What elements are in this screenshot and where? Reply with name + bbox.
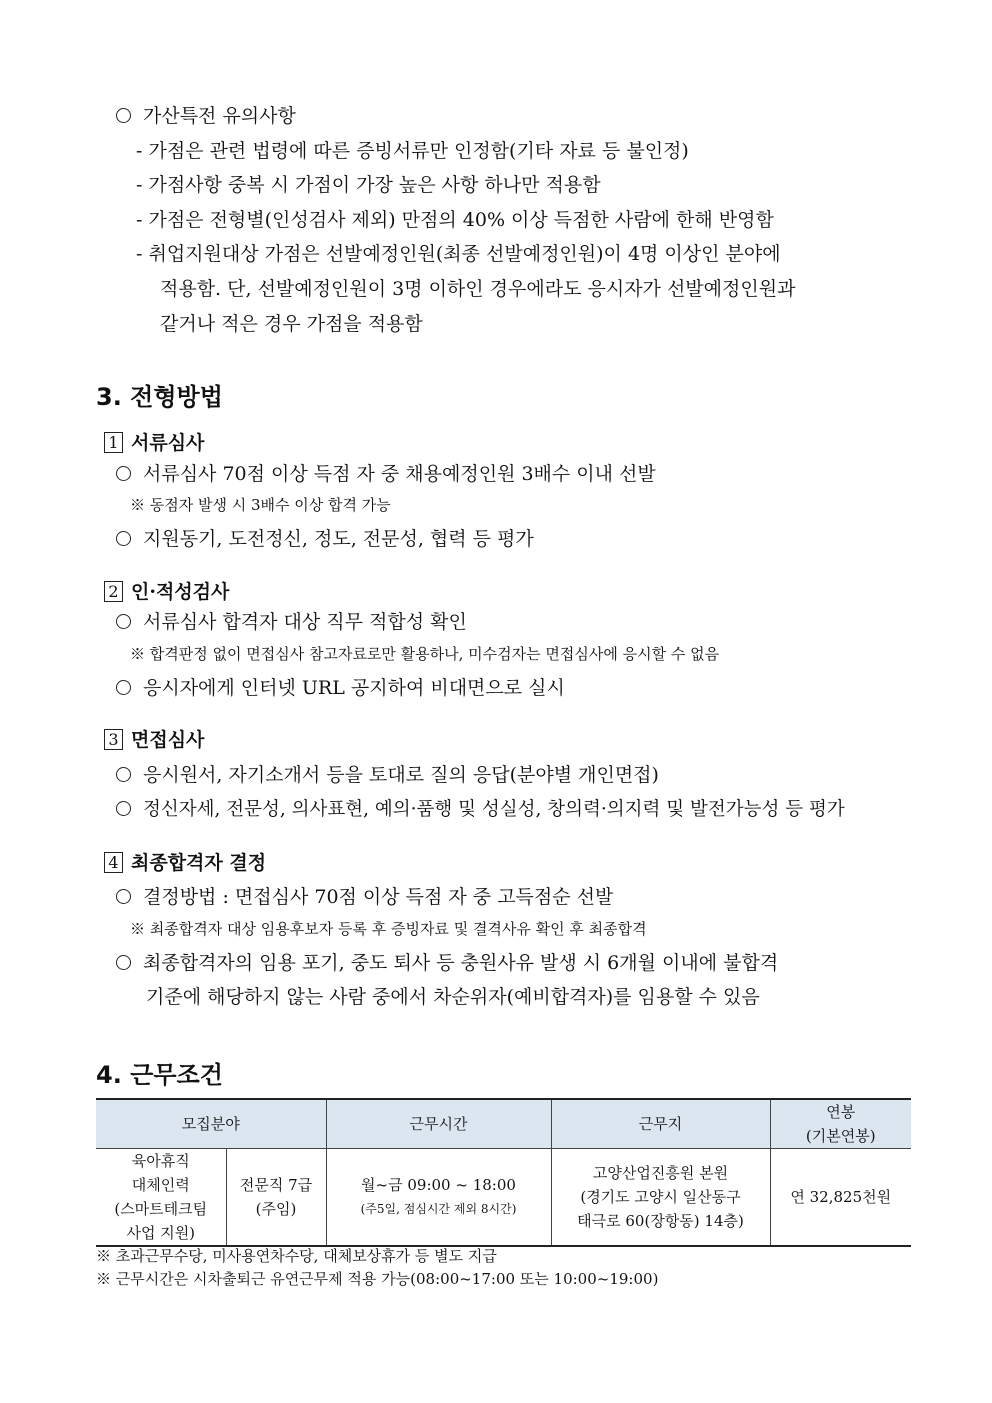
cell-place: [551, 1149, 770, 1247]
bonus-note-item: - 가점은 관련 법령에 따른 증빙서류만 인정함(기타 자료 등 불인정): [136, 140, 689, 162]
circle-bullet-icon: [116, 108, 131, 123]
header-salary: [770, 1099, 911, 1149]
bonus-note-continuation: 같거나 적은 경우 가점을 적용함: [160, 313, 423, 335]
hours-text: 월~금 09:00 ~ 18:00: [361, 1176, 516, 1194]
step-bullet-text: 응시원서, 자기소개서 등을 토대로 질의 응답(분야별 개인면접): [143, 764, 659, 786]
step-note: ※ 합격판정 없이 면접심사 참고자료로만 활용하나, 미수검자는 면접심사에 응시할 수 없음: [130, 645, 720, 663]
work-conditions-table: [96, 1098, 911, 1247]
step-bullet: [116, 459, 656, 486]
footnote: ※ 근무시간은 시차출퇴근 유연근무제 적용 가능(08:00~17:00 또는 10:00~19:00): [96, 1270, 659, 1288]
footnote: ※ 초과근무수당, 미사용연차수당, 대체보상휴가 등 별도 지급: [96, 1247, 497, 1265]
cell-hours: [326, 1149, 551, 1247]
step-2-title: [104, 577, 229, 604]
bonus-note-item: - 취업지원대상 가점은 선발예정인원(최종 선발예정인원)이 4명 이상인 분야에: [136, 243, 781, 265]
bonus-notes-heading-text: 가산특전 유의사항: [143, 105, 296, 127]
cell-grade: [226, 1149, 326, 1247]
step-bullet-continuation: 기준에 해당하지 않는 사람 중에서 차순위자(예비합격자)를 임용할 수 있음: [146, 986, 760, 1008]
step-title-text: 면접심사: [131, 729, 205, 751]
cell-field: [96, 1149, 226, 1247]
step-note: ※ 동점자 발생 시 3배수 이상 합격 가능: [130, 496, 391, 514]
bonus-notes-heading: [116, 101, 296, 128]
grade-text: (주임): [255, 1200, 297, 1218]
step-bullet-text: 지원동기, 도전정신, 정도, 전문성, 협력 등 평가: [143, 528, 534, 550]
bonus-note-item: - 가점사항 중복 시 가점이 가장 높은 사항 하나만 적용함: [136, 174, 601, 196]
header-field: 모집분야: [96, 1099, 326, 1149]
step-bullet-text: 정신자세, 전문성, 의사표현, 예의·품행 및 성실성, 창의력·의지력 및 발전가능성 등 평가: [143, 799, 845, 820]
step-bullet: [116, 948, 778, 975]
bonus-note-continuation: 적용함. 단, 선발예정인원이 3명 이하인 경우에라도 응시자가 선발예정인원과: [160, 278, 796, 300]
cell-salary: 연 32,825천원: [770, 1149, 911, 1247]
field-text: 대체인력: [131, 1176, 190, 1194]
bonus-note-text: 가점사항 중복 시 가점이 가장 높은 사항 하나만 적용함: [148, 174, 601, 196]
step-1-title: [104, 428, 204, 455]
bonus-note-text: 취업지원대상 가점은 선발예정인원(최종 선발예정인원)이 4명 이상인 분야에: [148, 243, 781, 265]
header-place: 근무지: [551, 1099, 770, 1149]
circle-bullet-icon: [116, 680, 131, 695]
circle-bullet-icon: [116, 531, 131, 546]
circle-bullet-icon: [116, 614, 131, 629]
circle-bullet-icon: [116, 767, 131, 782]
step-bullet: [116, 882, 613, 909]
step-4-title: [104, 848, 266, 875]
place-text: 태극로 60(장항동) 14층): [577, 1212, 744, 1230]
grade-text: 전문직 7급: [239, 1176, 313, 1194]
place-text: (경기도 고양시 일산동구: [580, 1188, 741, 1206]
table-row: [96, 1149, 911, 1247]
step-bullet-text: 결정방법 : 면접심사 70점 이상 득점 자 중 고득점순 선발: [143, 886, 614, 908]
step-number-box: 1: [104, 432, 123, 453]
step-bullet: [116, 760, 659, 787]
section-4-title: 4. 근무조건: [96, 1061, 223, 1089]
step-title-text: 인·적성검사: [131, 581, 230, 603]
bonus-note-text: 가점은 전형별(인성검사 제외) 만점의 40% 이상 득점한 사람에 한해 반영함: [148, 209, 774, 231]
circle-bullet-icon: [116, 801, 131, 816]
step-title-text: 서류심사: [131, 432, 205, 454]
field-text: 육아휴직: [131, 1152, 190, 1170]
step-bullet-text: 서류심사 70점 이상 득점 자 중 채용예정인원 3배수 이내 선발: [143, 463, 656, 485]
step-note: ※ 최종합격자 대상 임용후보자 등록 후 증빙자료 및 결격사유 확인 후 최종합격: [130, 920, 647, 938]
step-number-box: 3: [104, 729, 123, 750]
header-salary-line1: 연봉: [826, 1103, 856, 1121]
step-bullet: [116, 673, 565, 700]
step-number-box: 4: [104, 852, 123, 873]
bonus-note-item: - 가점은 전형별(인성검사 제외) 만점의 40% 이상 득점한 사람에 한해 반영함: [136, 209, 774, 231]
field-text: (스마트테크팀: [114, 1200, 208, 1218]
header-hours: 근무시간: [326, 1099, 551, 1149]
step-bullet-text: 응시자에게 인터넷 URL 공지하여 비대면으로 실시: [143, 677, 565, 699]
place-text: 고양산업진흥원 본원: [592, 1164, 729, 1182]
step-bullet-text: 최종합격자의 임용 포기, 중도 퇴사 등 충원사유 발생 시 6개월 이내에 불합격: [143, 952, 779, 974]
step-title-text: 최종합격자 결정: [131, 852, 267, 874]
step-bullet-text: 서류심사 합격자 대상 직무 적합성 확인: [143, 611, 467, 633]
circle-bullet-icon: [116, 466, 131, 481]
step-number-box: 2: [104, 581, 123, 602]
section-3-title: 3. 전형방법: [96, 383, 223, 411]
step-bullet: [116, 524, 534, 551]
table-header-row: [96, 1099, 911, 1149]
step-3-title: [104, 725, 204, 752]
step-bullet: [116, 607, 467, 634]
header-salary-line2: (기본연봉): [805, 1127, 876, 1145]
circle-bullet-icon: [116, 889, 131, 904]
step-bullet: [116, 795, 845, 821]
hours-subtext: (주5일, 점심시간 제외 8시간): [360, 1202, 517, 1216]
circle-bullet-icon: [116, 955, 131, 970]
bonus-note-text: 가점은 관련 법령에 따른 증빙서류만 인정함(기타 자료 등 불인정): [148, 140, 689, 162]
field-text: 사업 지원): [126, 1224, 196, 1242]
